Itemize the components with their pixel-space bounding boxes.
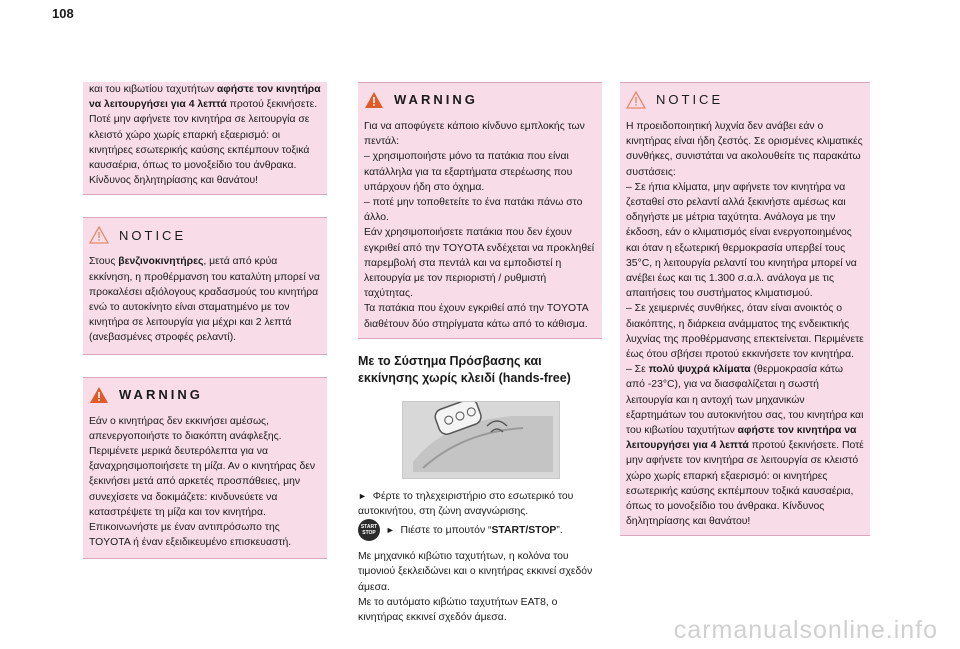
warning-line: – ποτέ μην τοποθετείτε το ένα πατάκι πάνω στο άλλο.	[364, 197, 583, 224]
column-3	[620, 82, 870, 536]
notice-triangle-icon	[626, 91, 646, 109]
notice-label: NOTICE	[656, 92, 724, 108]
warning-box	[83, 377, 327, 560]
notice-line: – Σε πολύ ψυχρά κλίματα (θερμοκρασία κάτω από -23°C), για να διασφαλίζεται η σωστή λειτουργία και η αντοχή των μηχανικών εξαρτημάτων του αυτοκινήτου σας, του κινητήρα και του κιβωτίου ταχυτήτων αφήστε τον κινητήρα να λειτουργήσει για 4 λεπτά προτού ξεκινήσετε. Ποτέ μην αφήνετε τον κινητήρα σε λειτουργία σε κλειστό χώρο χωρίς επαρκή εξαερισμό: οι κινητήρες εσωτερικής καύσης εκπέμπουν τοξικά καυσαέρια, όπως το μονοξείδιο του άνθρακα. Κίνδυνος δηλητηρίασης και θανάτου!	[626, 364, 864, 528]
notice-line: – Σε ήπια κλίματα, μην αφήνετε τον κινητήρα να ζεσταθεί στο ρελαντί αλλά ξεκινήστε αμέσως και οδηγήστε με μέτρια ταχύτητα. Ανάλογα με την έκδοση, εάν ο κλιματισμός είναι ενεργοποιημένος και όταν η εξωτερική θερμοκρασία υπερβεί τους 35°C, η λειτουργία ρελαντί του κινητήρα μπορεί να ανέβει έως και τις 1.300 σ.α.λ. ανάλογα με τις απαιτήσεις του συστήματος κλιματισμού.	[626, 181, 857, 300]
warning-line: Εάν χρησιμοποιήσετε πατάκια που δεν έχουν εγκριθεί από την TOYOTA ενδέχεται να προκληθεί παρεμβολή στα πεντάλ και να εμποδιστεί η λειτουργία με τον περιοριστή / ρυθμιστή ταχύτητας.	[364, 227, 595, 300]
paragraph: Με το αυτόματο κιβώτιο ταχυτήτων EAT8, ο κινητήρας εκκινεί σχεδόν άμεσα.	[358, 596, 558, 624]
step-2: START STOP ► Πιέστε το μπουτόν “START/STOP”.	[358, 519, 602, 541]
section-title: Με το Σύστημα Πρόσβασης και εκκίνησης χωρίς κλειδί (hands-free)	[358, 353, 571, 385]
car-interior-key-icon	[403, 402, 559, 478]
notice-box	[83, 217, 327, 354]
arrow-icon: ►	[358, 490, 367, 501]
notice-label: NOTICE	[119, 227, 187, 243]
step-1: ► Φέρτε το τηλεχειριστήριο στο εσωτερικό του αυτοκινήτου, στη ζώνη αναγνώρισης.	[358, 490, 574, 518]
notice-text: Στους βενζινοκινητήρες, μετά από κρύα εκκίνηση, η προθέρμανση του καταλύτη μπορεί να προκαλέσει αξιόλογους κραδασμούς του κινητήρα ενώ το αυτοκίνητο είναι σταματημένο με τον κινητήρα σε λειτουργία για μέχρι και 2 λεπτά (ανεβασμένες στροφές ρελαντί).	[89, 256, 320, 344]
column-1	[83, 82, 327, 559]
notice-line: – Σε χειμερινές συνθήκες, όταν είναι ανοικτός ο διακόπτης, η διάρκεια ανάμματος της ενδεικτικής λυχνίας της προθέρμανσης επεκτείνεται. Περιμένετε έως ότου σβήσει προτού εκκινήσετε τον κινητήρα.	[626, 303, 864, 361]
column-2	[358, 82, 602, 625]
warning-triangle-icon	[364, 91, 384, 109]
warning-triangle-icon	[89, 386, 109, 404]
arrow-icon: ►	[385, 525, 395, 535]
notice-line: Η προειδοποιητική λυχνία δεν ανάβει εάν ο κινητήρας είναι ήδη ζεστός. Σε ορισμένες κλιματικές συνθήκες, συνιστάται να ακολουθείτε τις παρακάτω συστάσεις:	[626, 121, 863, 178]
intro-text: και του κιβωτίου ταχυτήτων αφήστε τον κινητήρα να λειτουργήσει για 4 λεπτά προτού ξεκινήσετε. Ποτέ μην αφήνετε τον κινητήρα σε λειτουργία σε κλειστό χώρο χωρίς επαρκή εξαερισμό: οι κινητήρες εσωτερικής καύσης εκπέμπουν τοξικά καυσαέρια, όπως το μονοξείδιο του άνθρακα. Κίνδυνος δηλητηρίασης και θανάτου!	[89, 84, 321, 187]
start-stop-button-icon: START STOP	[358, 519, 380, 541]
notice-triangle-icon	[89, 226, 109, 244]
warning-line: Για να αποφύγετε κάποιο κίνδυνο εμπλοκής των πεντάλ:	[364, 121, 585, 148]
page-number: 108	[52, 6, 74, 21]
warning-text: Εάν ο κινητήρας δεν εκκινήσει αμέσως, απενεργοποιήστε το διακόπτη ανάφλεξης. Περιμένετε μερικά δευτερόλεπτα για να ξαναχρησιμοποιήσετε τη μίζα. Αν ο κινητήρας δεν ξεκινήσει μετά από αρκετές προσπάθειες, μην συνεχίσετε να δοκιμάζετε: κινδυνεύετε να καταστρέψετε τη μίζα και τον κινητήρα. Επικοινωνήστε με έναν αντιπρόσωπο της TOYOTA ή έναν εξειδικευμένο επισκευαστή.	[89, 415, 316, 549]
notice-box-3	[620, 82, 870, 536]
key-fob-illustration	[402, 401, 560, 479]
watermark: carmanualsonline.info	[673, 616, 938, 644]
paragraph: Με μηχανικό κιβώτιο ταχυτήτων, η κολόνα του τιμονιού ξεκλειδώνει και ο κινητήρας εκκινεί σχεδόν άμεσα.	[358, 551, 593, 593]
warning-label: WARNING	[119, 387, 203, 403]
warning-line: – χρησιμοποιήστε μόνο τα πατάκια που είναι κατάλληλα για τα εξαρτήματα στερέωσης που υπάρχουν ήδη στο όχημα.	[364, 151, 573, 193]
intro-box	[83, 82, 327, 195]
warning-line: Τα πατάκια που έχουν εγκριθεί από την TOYOTA διαθέτουν δύο στηρίγματα κάτω από το κάθισμα.	[364, 303, 589, 330]
warning-box-2	[358, 82, 602, 339]
warning-label: WARNING	[394, 92, 478, 108]
